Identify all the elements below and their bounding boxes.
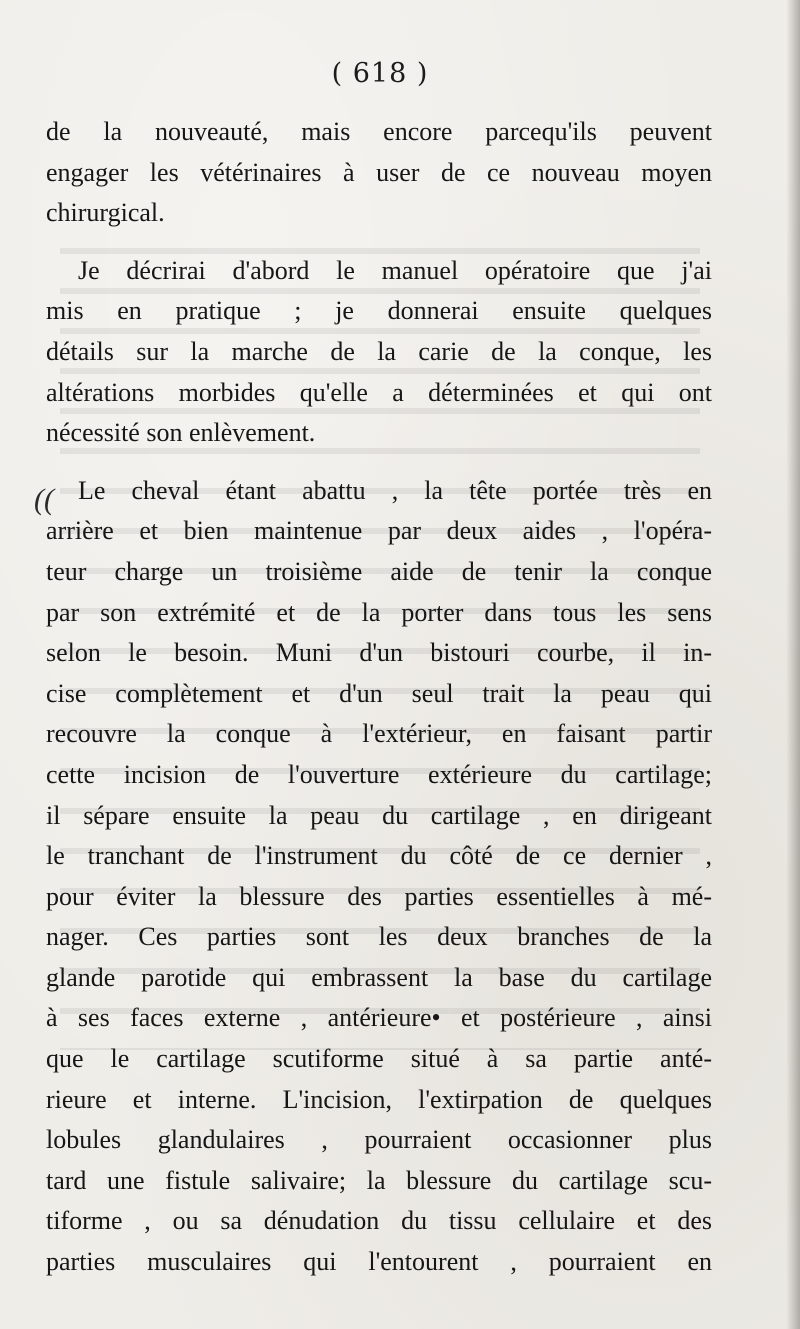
text-line: le tranchant de l'instrument du côté de ce dernier ,	[46, 841, 712, 871]
text-line: nécessité son enlèvement.	[46, 418, 316, 448]
text-line: selon le besoin. Muni d'un bistouri courbe, il in-	[46, 638, 712, 668]
paragraph-gap	[46, 454, 712, 471]
text-line: à ses faces externe , antérieure• et postérieure , ainsi	[46, 1003, 712, 1033]
text-line: cette incision de l'ouverture extérieure du cartilage;	[46, 759, 712, 789]
text-line: cise complètement et d'un seul trait la peau qui	[46, 678, 712, 708]
text-line: engager les vétérinaires à user de ce nouveau moyen	[46, 157, 712, 187]
text-line: il sépare ensuite la peau du cartilage , en dirigeant	[46, 800, 712, 830]
paragraph-gap	[46, 234, 712, 251]
text-line: teur charge un troisième aide de tenir la conque	[46, 556, 712, 586]
text-line: arrière et bien maintenue par deux aides , l'opéra-	[46, 516, 712, 546]
text-line: Je décrirai d'abord le manuel opératoire que j'ai	[78, 255, 712, 285]
page-edge-shadow	[786, 0, 800, 1329]
text-line: pour éviter la blessure des parties essentielles à mé-	[46, 881, 712, 911]
text-line: rieure et interne. L'incision, l'extirpation de quelques	[46, 1084, 712, 1114]
text-line: que le cartilage scutiforme situé à sa partie anté-	[46, 1044, 712, 1074]
page-number: ( 618 )	[331, 58, 429, 89]
text-line: tiforme , ou sa dénudation du tissu cellulaire et des	[46, 1206, 712, 1236]
text-line: parties musculaires qui l'entourent , pourraient en	[46, 1247, 712, 1277]
text-line: recouvre la conque à l'extérieur, en faisant partir	[46, 719, 712, 749]
margin-mark: ((	[34, 483, 54, 516]
text-line: glande parotide qui embrassent la base du cartilage	[46, 962, 712, 992]
text-line: tard une fistule salivaire; la blessure du cartilage scu-	[46, 1165, 712, 1195]
text-line: détails sur la marche de la carie de la conque, les	[46, 336, 712, 366]
text-line: de la nouveauté, mais encore parcequ'ils peuvent	[46, 117, 712, 146]
body-text	[46, 112, 712, 1283]
text-line: Le cheval étant abattu , la tête portée très en	[78, 475, 712, 505]
text-line: nager. Ces parties sont les deux branches de la	[46, 922, 712, 952]
text-line: mis en pratique ; je donnerai ensuite quelques	[46, 296, 712, 326]
text-line: chirurgical.	[46, 198, 165, 228]
text-line: lobules glandulaires , pourraient occasionner plus	[46, 1125, 712, 1155]
text-line: altérations morbides qu'elle a déterminées et qui ont	[46, 377, 712, 407]
text-line: par son extrémité et de la porter dans tous les sens	[46, 597, 712, 627]
